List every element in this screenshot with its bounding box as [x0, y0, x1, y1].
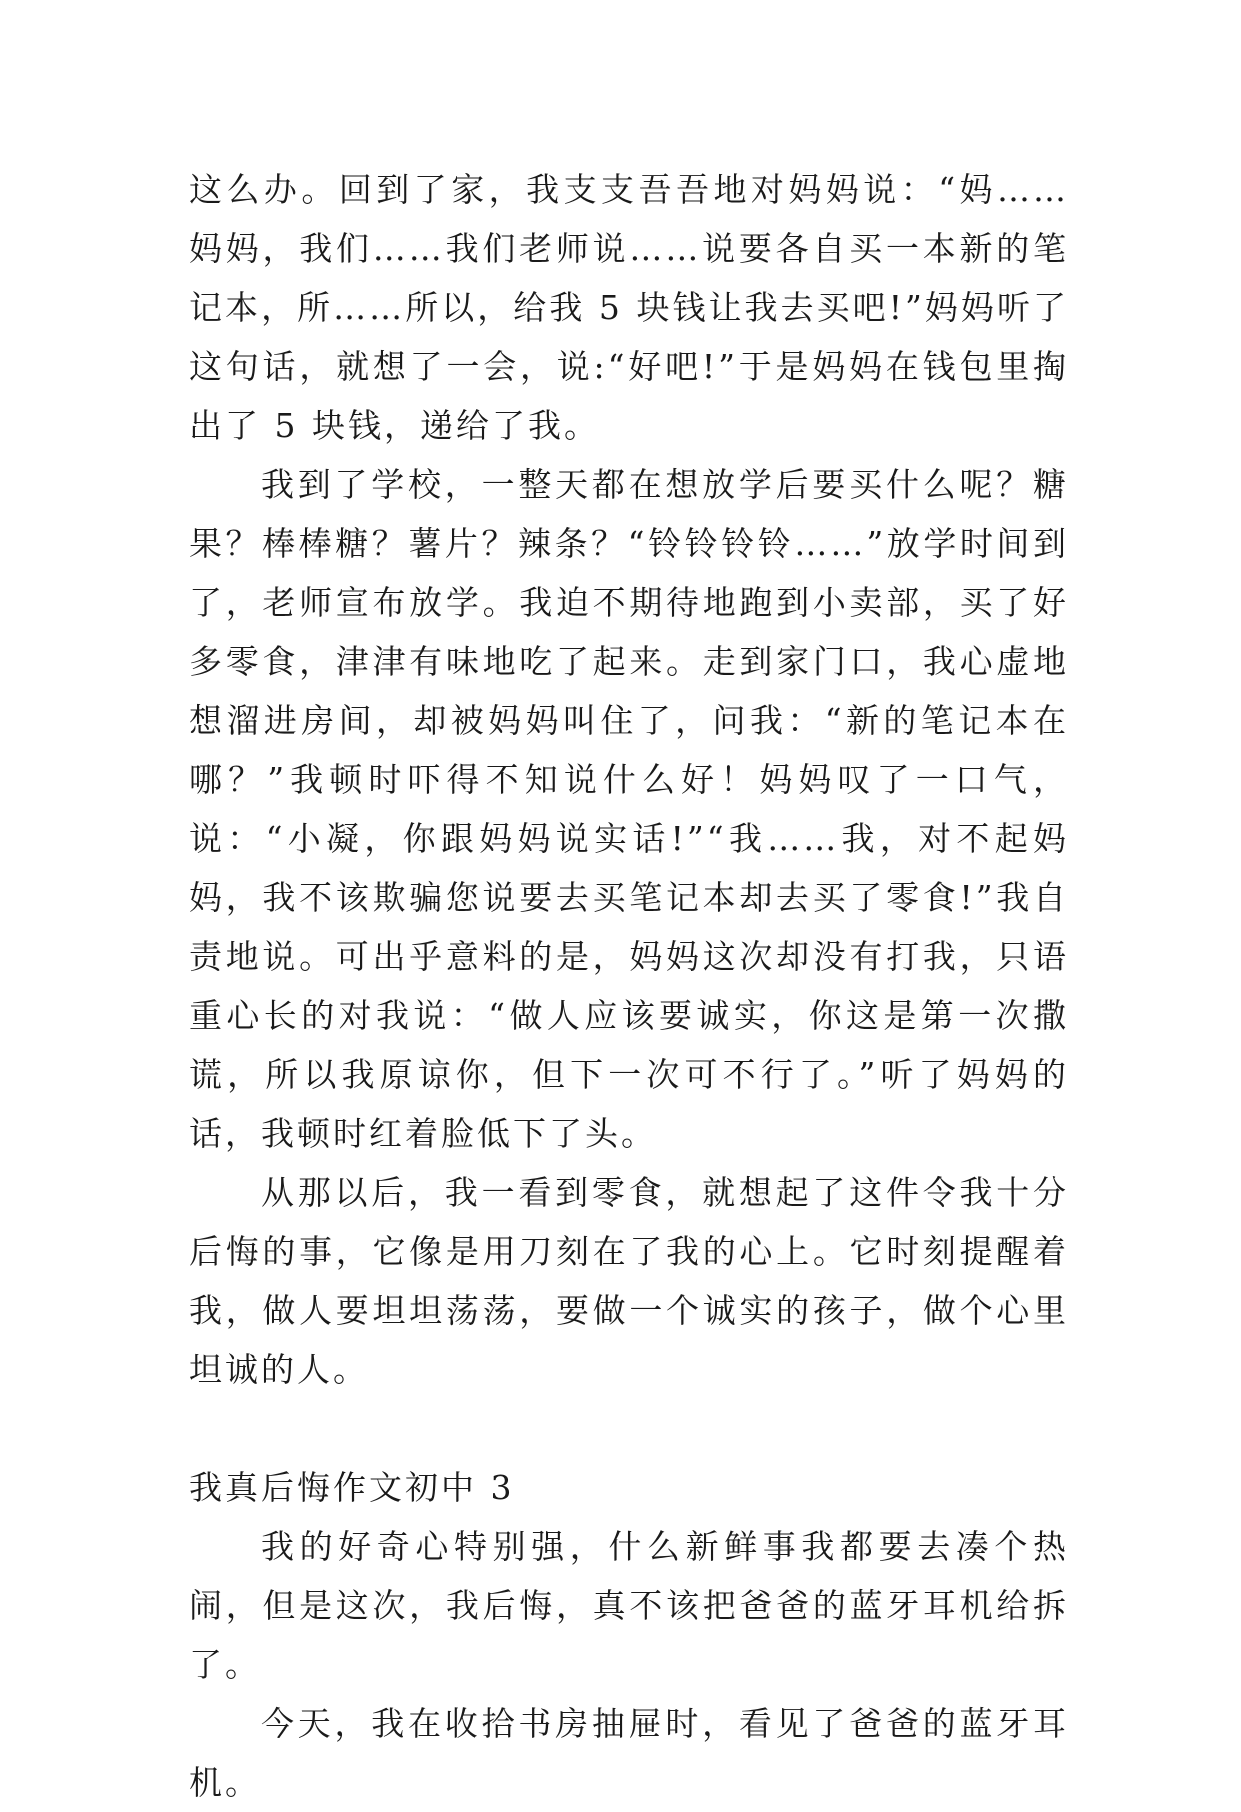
paragraph: 从那以后，我一看到零食，就想起了这件令我十分后悔的事，它像是用刀刻在了我的心上。它时刻提醒着我，做人要坦坦荡荡，要做一个诚实的孩子，做个心里坦诚的人。 — [189, 1173, 1069, 1389]
paragraph: 我的好奇心特别强，什么新鲜事我都要去凑个热闹，但是这次，我后悔，真不该把爸爸的蓝牙耳机给拆了。 — [189, 1527, 1069, 1684]
section-title: 我真后悔作文初中 3 — [189, 1468, 515, 1507]
paragraph: 今天，我在收拾书房抽屉时，看见了爸爸的蓝牙耳机。 — [189, 1704, 1069, 1802]
paragraph-continuation: 这么办。回到了家，我支支吾吾地对妈妈说：“妈……妈妈，我们……我们老师说……说要各自买一本新的笔记本，所……所以，给我 5 块钱让我去买吧!”妈妈听了这句话，就想了一会，说:“好吧!”于是妈妈在钱包里掏出了 5 块钱，递给了我。 — [189, 170, 1069, 445]
document-body — [189, 160, 1069, 1812]
paragraph: 我到了学校，一整天都在想放学后要买什么呢？糖果？棒棒糖？薯片？辣条？“铃铃铃铃……”放学时间到了，老师宣布放学。我迫不期待地跑到小卖部，买了好多零食，津津有味地吃了起来。走到家门口，我心虚地想溜进房间，却被妈妈叫住了，问我：“新的笔记本在哪？”我顿时吓得不知说什么好！妈妈叹了一口气，说：“小凝，你跟妈妈说实话!”“我……我，对不起妈妈，我不该欺骗您说要去买笔记本却去买了零食!”我自责地说。可出乎意料的是，妈妈这次却没有打我，只语重心长的对我说：“做人应该要诚实，你这是第一次撒谎，所以我原谅你，但下一次可不行了。”听了妈妈的话，我顿时红着脸低下了头。 — [189, 465, 1069, 1153]
